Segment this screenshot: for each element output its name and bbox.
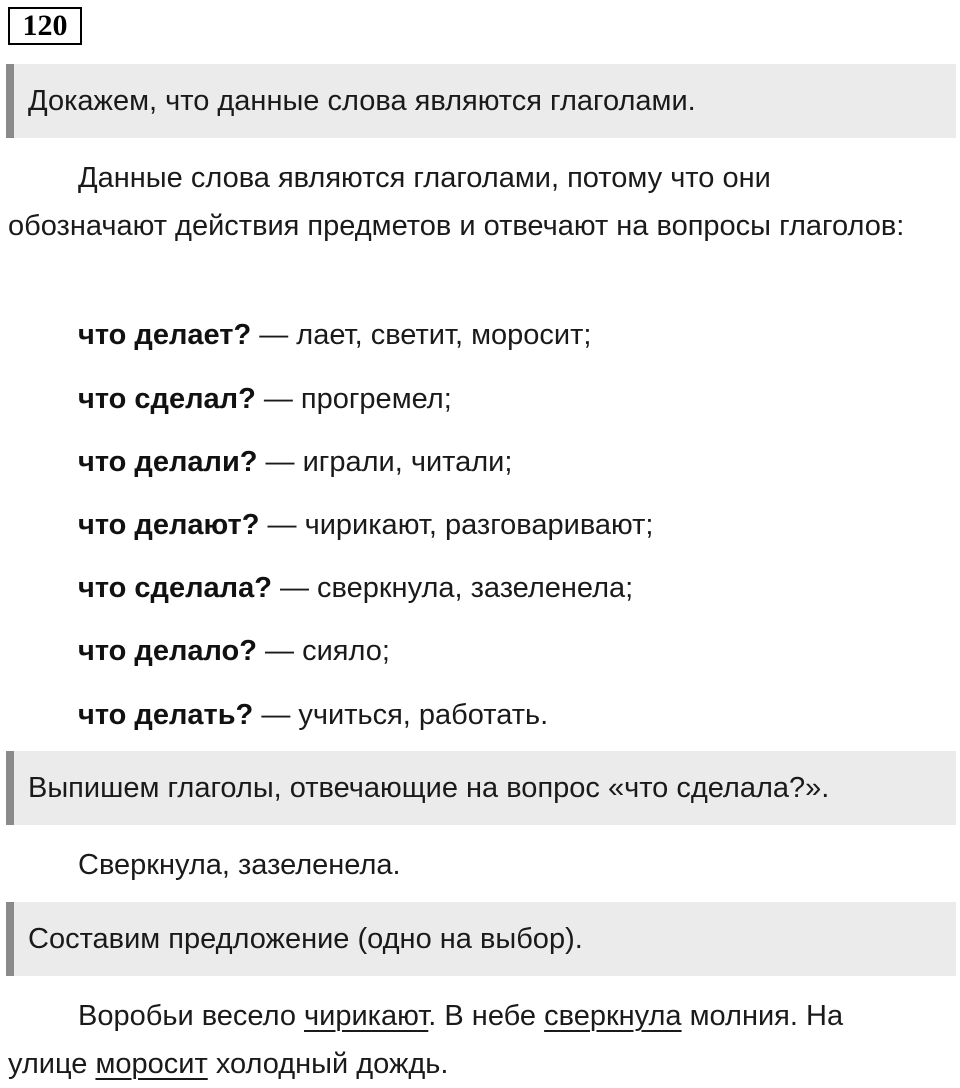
sentence-text: молния. На улице — [8, 1000, 844, 1080]
question-text: что сделала? — [78, 572, 272, 604]
underlined-verb: моросит — [95, 1048, 208, 1080]
question-line — [78, 442, 512, 482]
explanation-paragraph: Данные слова являются глаголами, потому что они обозначают действия предметов и отвечают на вопросы глаголов: — [8, 162, 905, 242]
question-text: что делало? — [78, 635, 257, 667]
exercise-number: 120 — [8, 7, 82, 45]
question-text: что делают? — [78, 509, 260, 541]
question-answer: — учиться, работать. — [253, 699, 549, 731]
sentence-text: Воробьи весело — [78, 1000, 305, 1032]
question-line — [78, 695, 548, 735]
question-answer: — лает, светит, моросит; — [251, 319, 592, 351]
answer-verbs: Сверкнула, зазеленела. — [78, 849, 401, 881]
example-sentences — [8, 992, 908, 1088]
question-line — [78, 568, 633, 608]
question-text: что сделал? — [78, 383, 256, 415]
question-answer: — играли, читали; — [257, 446, 513, 478]
question-line — [78, 379, 452, 419]
question-text: что делали? — [78, 446, 258, 478]
sentence-text: холодный дождь. — [207, 1048, 449, 1080]
underlined-verb: сверкнула — [544, 1000, 682, 1032]
sentence-text: . В небе — [428, 1000, 545, 1032]
task-heading-2: Выпишем глаголы, отвечающие на вопрос «что сделала?». — [6, 751, 956, 825]
question-text: что делать? — [78, 699, 254, 731]
question-answer: — сверкнула, зазеленела; — [271, 572, 634, 604]
task-heading-1: Докажем, что данные слова являются глаголами. — [6, 64, 956, 138]
underlined-verb: чирикают — [304, 1000, 429, 1032]
question-line — [78, 315, 591, 355]
task-heading-3: Составим предложение (одно на выбор). — [6, 902, 956, 976]
question-answer: — сияло; — [256, 635, 390, 667]
question-line — [78, 505, 653, 545]
question-text: что делает? — [78, 319, 252, 351]
question-answer: — прогремел; — [255, 383, 452, 415]
question-line — [78, 631, 390, 671]
question-answer: — чирикают, разговаривают; — [259, 509, 654, 541]
